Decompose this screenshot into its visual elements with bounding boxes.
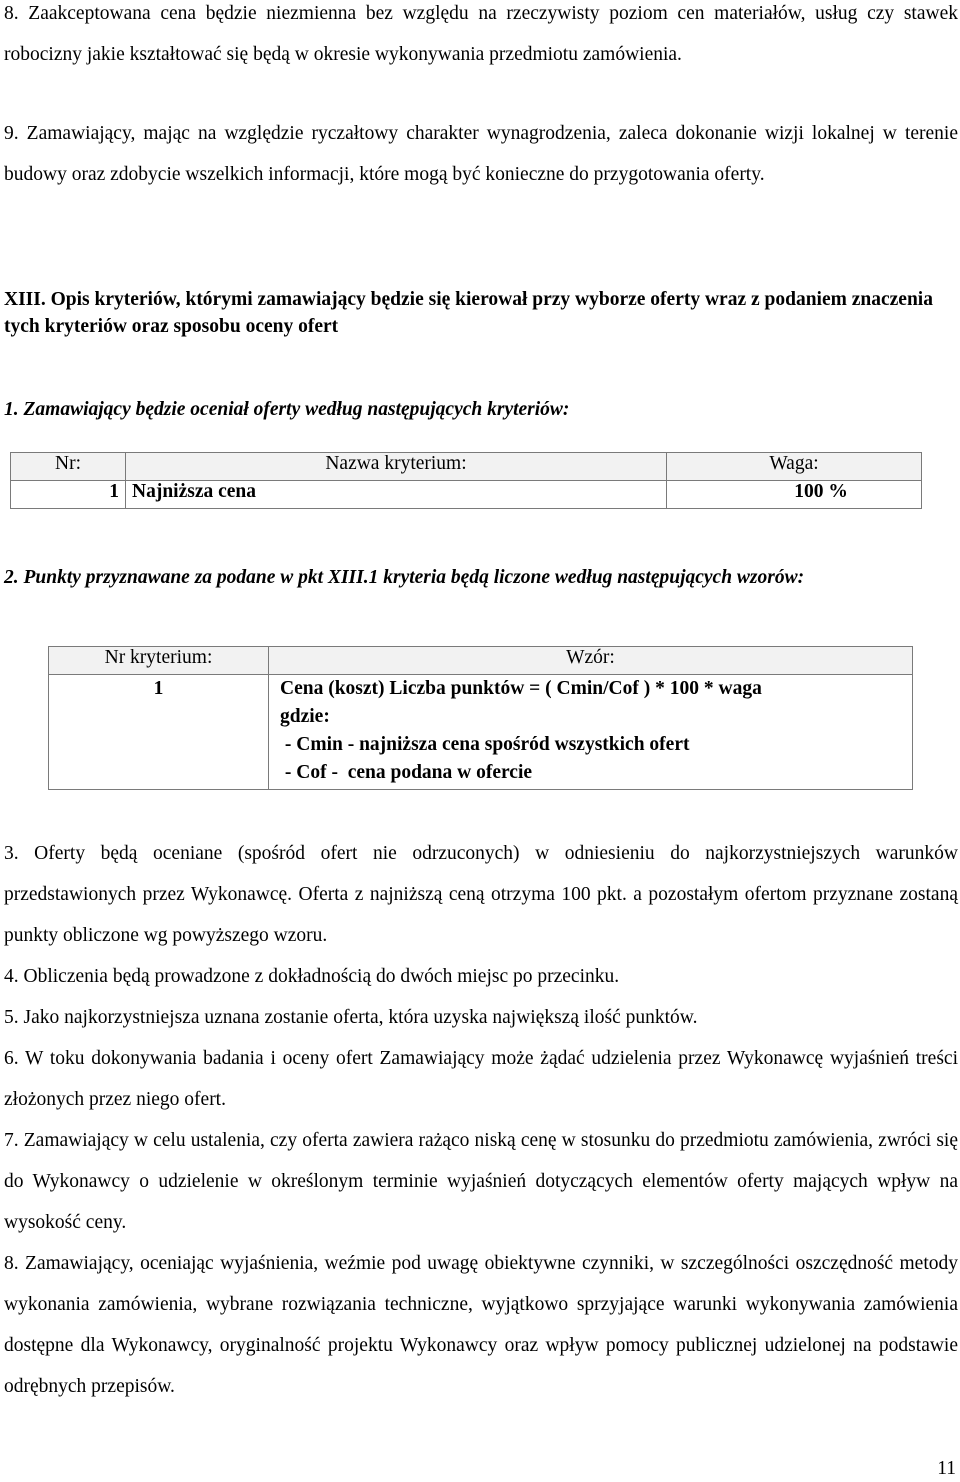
formula-row-nr: 1 <box>49 675 269 790</box>
criteria-header-nr: Nr: <box>11 453 126 481</box>
formula-table <box>48 646 913 790</box>
criteria-row-nr: 1 <box>11 481 126 509</box>
table-row <box>49 675 913 790</box>
paragraph-item-6: 6. W toku dokonywania badania i oceny ofert Zamawiający może żądać udzielenia przez Wykonawcę wyjaśnień treści złożonych przez niego ofert. <box>4 1048 958 1110</box>
criteria-header-weight: Waga: <box>667 453 922 481</box>
table-row <box>11 481 922 509</box>
paragraph-item-8b: 8. Zamawiający, oceniając wyjaśnienia, weźmie pod uwagę obiektywne czynniki, w szczególności oszczędność metody wykonania zamówienia, wybrane rozwiązania techniczne, wyjątkowo sprzyjające warunki wykonywania zamówienia dostępne dla Wykonawcy, oryginalność projektu Wykonawcy oraz wpływ pomocy publicznej udzielonej na podstawie odrębnych przepisów. <box>4 1253 958 1397</box>
formula-header-nr: Nr kryterium: <box>49 647 269 675</box>
formula-line: - Cof - cena podana w ofercie <box>280 762 533 783</box>
paragraph-item-5: 5. Jako najkorzystniejsza uznana zostanie oferta, która uzyska największą ilość punktów. <box>4 1007 698 1028</box>
formula-table-header <box>49 647 913 675</box>
formula-row-content <box>269 675 913 790</box>
criteria-row-weight: 100 % <box>667 481 922 509</box>
formula-line: gdzie: <box>280 706 330 727</box>
criteria-header-name: Nazwa kryterium: <box>126 453 667 481</box>
paragraph-item-3: 3. Oferty będą oceniane (spośród ofert nie odrzuconych) w odniesieniu do najkorzystniejszych warunków przedstawionych przez Wykonawcę. Oferta z najniższą ceną otrzyma 100 pkt. a pozostałym ofertom przyznane zostaną punkty obliczone wg powyższego wzoru. <box>4 843 958 946</box>
section-heading-xiii: XIII. Opis kryteriów, którymi zamawiający będzie się kierował przy wyborze oferty wraz z podaniem znaczenia tych kryteriów oraz sposobu oceny ofert <box>4 289 933 337</box>
formula-intro: 2. Punkty przyznawane za podane w pkt XIII.1 kryteria będą liczone według następujących wzorów: <box>4 567 805 588</box>
formula-line: - Cmin - najniższa cena spośród wszystkich ofert <box>280 734 690 755</box>
paragraph-item-7: 7. Zamawiający w celu ustalenia, czy oferta zawiera rażąco niską cenę w stosunku do przedmiotu zamówienia, zwróci się do Wykonawcy o udzielenie w określonym terminie wyjaśnień dotyczących elementów oferty mających wpływ na wysokość ceny. <box>4 1130 958 1233</box>
paragraph-item-8: 8. Zaakceptowana cena będzie niezmienna bez względu na rzeczywisty poziom cen materiałów, usług czy stawek robocizny jakie kształtować się będą w okresie wykonywania przedmiotu zamówienia. <box>4 3 958 65</box>
page-number: 11 <box>937 1458 956 1479</box>
criteria-intro: 1. Zamawiający będzie oceniał oferty według następujących kryteriów: <box>4 399 570 420</box>
paragraph-item-4: 4. Obliczenia będą prowadzone z dokładnością do dwóch miejsc po przecinku. <box>4 966 620 987</box>
formula-line: Cena (koszt) Liczba punktów = ( Cmin/Cof ) * 100 * waga <box>280 678 762 699</box>
criteria-table-header <box>11 453 922 481</box>
criteria-row-name: Najniższa cena <box>126 481 667 509</box>
paragraph-item-9: 9. Zamawiający, mając na względzie ryczałtowy charakter wynagrodzenia, zaleca dokonanie wizji lokalnej w terenie budowy oraz zdobycie wszelkich informacji, które mogą być konieczne do przygotowania oferty. <box>4 123 958 185</box>
criteria-table <box>10 452 922 509</box>
formula-header-formula: Wzór: <box>269 647 913 675</box>
